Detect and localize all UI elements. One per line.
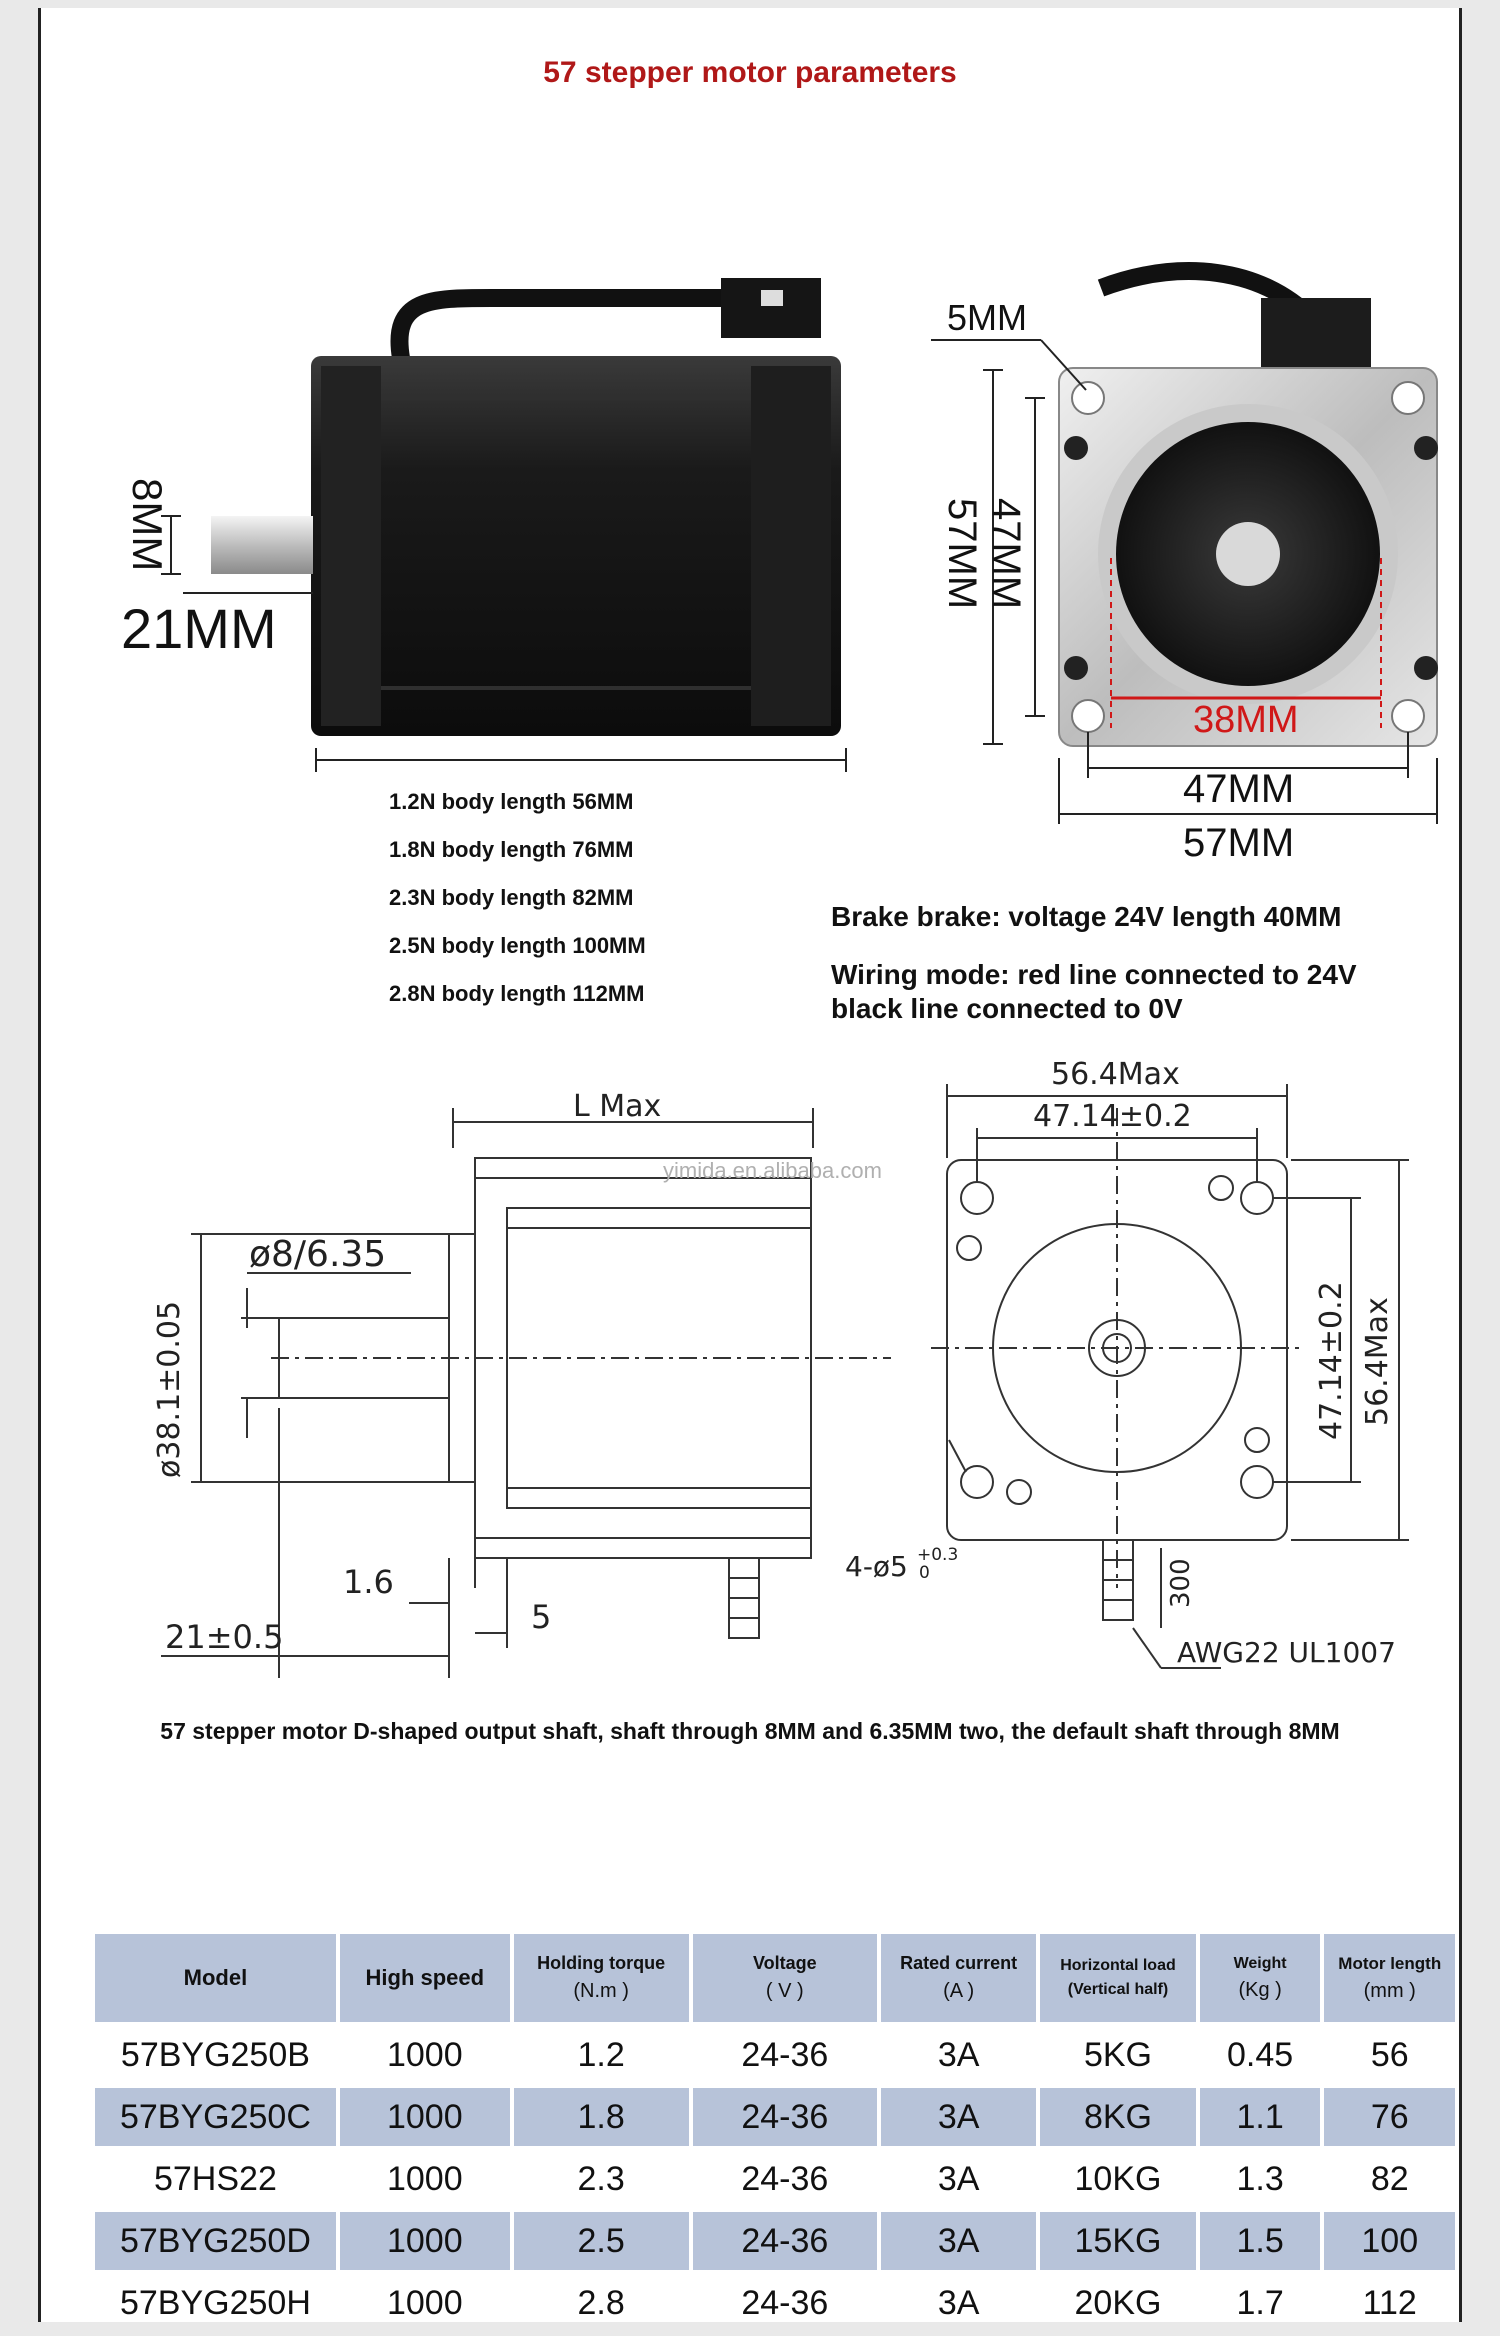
col-rated-current: Rated current (A ): [881, 1934, 1036, 2022]
front-shaft: [1216, 522, 1280, 586]
page-title: 57 stepper motor parameters: [543, 56, 957, 89]
cell-speed: 1000: [340, 2212, 510, 2270]
cell-voltage: 24-36: [741, 2035, 829, 2074]
shaft-diameter-label: 8MM: [124, 478, 171, 572]
cell-weight: 1.7: [1236, 2283, 1284, 2322]
col-horizontal-load: Horizontal load (Vertical half): [1040, 1934, 1196, 2022]
front-technical-drawing: [663, 1048, 1461, 1688]
lead-length-label: 300: [1166, 1558, 1196, 1608]
cell-torque: 2.5: [514, 2212, 689, 2270]
motor-rear-cap: [751, 366, 831, 726]
outer-height-label: 57MM: [940, 498, 984, 610]
motor-shaft: [211, 516, 313, 574]
shoulder-label: 5: [531, 1598, 552, 1636]
table-header-row: [95, 1934, 1455, 2022]
wiring-note-2: black line connected to 0V: [831, 993, 1183, 1024]
cell-model: 57HS22: [153, 2159, 277, 2198]
hole-spacing-label: 47.14±0.2: [1033, 1099, 1192, 1134]
boss-callout-label: ø38.1±0.05: [152, 1300, 187, 1478]
wire-spec-label: AWG22 UL1007: [1177, 1636, 1396, 1669]
shaft-length-label: 21MM: [121, 597, 277, 660]
body-length-item: 1.2N body length 56MM: [389, 789, 634, 814]
cell-length: 76: [1324, 2088, 1455, 2146]
col-holding-torque: Holding torque (N.m ): [514, 1934, 689, 2022]
col-weight: Weight (Kg ): [1200, 1934, 1321, 2022]
body-length-list: [389, 778, 646, 1018]
spec-table: [91, 1930, 1459, 2336]
col-motor-length: Motor length (mm ): [1324, 1934, 1455, 2022]
hole-tol-plus: +0.3: [917, 1545, 959, 1565]
product-detail-page: [38, 8, 1462, 2322]
inner-height-label: 47MM: [984, 498, 1028, 610]
shaft-caption: 57 stepper motor D-shaped output shaft, shaft through 8MM and 6.35MM two, the default shaft through 8MM: [160, 1718, 1340, 1744]
watermark: yimida.en.alibaba.com: [663, 1158, 882, 1183]
cell-load: 15KG: [1040, 2212, 1196, 2270]
cell-speed: 1000: [386, 2283, 463, 2322]
body-length-item: 1.8N body length 76MM: [389, 837, 634, 862]
cell-weight: 1.1: [1200, 2088, 1321, 2146]
body-length-item: 2.3N body length 82MM: [389, 885, 634, 910]
cell-load: 5KG: [1083, 2035, 1152, 2074]
connector-block: [721, 278, 821, 338]
motor-side-photo: [61, 248, 881, 788]
motor-cable: [399, 298, 741, 358]
cell-torque: 2.3: [577, 2159, 625, 2198]
table-row: [95, 2150, 1455, 2208]
col-high-speed: High speed: [340, 1934, 510, 2022]
motor-front-cap: [321, 366, 381, 726]
front-connector: [1261, 298, 1371, 368]
cell-speed: 1000: [386, 2035, 463, 2074]
body-length-item: 2.5N body length 100MM: [389, 933, 646, 958]
body-length-item: 2.8N body length 112MM: [389, 981, 645, 1006]
length-max-label: L Max: [573, 1089, 662, 1124]
cell-length: 100: [1324, 2212, 1455, 2270]
cell-length: 112: [1362, 2283, 1417, 2322]
cell-load: 10KG: [1074, 2159, 1162, 2198]
cell-current: 3A: [881, 2212, 1036, 2270]
cell-model: 57BYG250B: [120, 2035, 310, 2074]
cell-load: 20KG: [1074, 2283, 1162, 2322]
cell-current: 3A: [937, 2035, 980, 2074]
table-row: [95, 2026, 1455, 2084]
brake-note: Brake brake: voltage 24V length 40MM: [831, 901, 1342, 932]
flange-thickness-label: 1.6: [343, 1563, 394, 1601]
cell-speed: 1000: [386, 2159, 463, 2198]
cell-weight: 1.5: [1200, 2212, 1321, 2270]
cell-load: 8KG: [1040, 2088, 1196, 2146]
cell-voltage: 24-36: [693, 2212, 878, 2270]
connector-label: [761, 290, 783, 306]
motor-front-photo: [881, 258, 1461, 878]
hole-spacing-vertical-label: 47.14±0.2: [1314, 1281, 1349, 1440]
cell-torque: 2.8: [577, 2283, 625, 2322]
cell-current: 3A: [937, 2283, 980, 2322]
inner-width-label: 47MM: [1183, 767, 1295, 811]
cell-weight: 0.45: [1227, 2035, 1294, 2074]
cell-current: 3A: [937, 2159, 980, 2198]
cell-model: 57BYG250C: [95, 2088, 336, 2146]
cell-voltage: 24-36: [741, 2283, 829, 2322]
cell-current: 3A: [881, 2088, 1036, 2146]
boss-diameter-label: 38MM: [1193, 699, 1299, 741]
cell-speed: 1000: [340, 2088, 510, 2146]
cell-model: 57BYG250D: [95, 2212, 336, 2270]
hole-tol-minus: 0: [919, 1563, 930, 1583]
table-row: [95, 2088, 1455, 2146]
side-technical-drawing: [111, 1048, 871, 1688]
cell-torque: 1.2: [577, 2035, 625, 2074]
hole-size-label: 5MM: [947, 297, 1027, 338]
mount-holes-label: 4-ø5: [845, 1550, 908, 1583]
table-row: [95, 2212, 1455, 2270]
width-max-label: 56.4Max: [1051, 1057, 1180, 1092]
cell-torque: 1.8: [514, 2088, 689, 2146]
col-voltage: Voltage ( V ): [693, 1934, 878, 2022]
outer-width-label: 57MM: [1183, 821, 1295, 865]
shaft-length-callout: 21±0.5: [165, 1618, 284, 1656]
col-model: Model: [95, 1934, 336, 2022]
height-max-label: 56.4Max: [1360, 1297, 1395, 1426]
wiring-note-1: Wiring mode: red line connected to 24V: [831, 959, 1357, 990]
cell-voltage: 24-36: [741, 2159, 829, 2198]
shaft-callout-label: ø8/6.35: [249, 1234, 387, 1275]
cell-weight: 1.3: [1236, 2159, 1284, 2198]
cell-model: 57BYG250H: [119, 2283, 311, 2322]
cell-length: 56: [1370, 2035, 1409, 2074]
table-row: [95, 2274, 1455, 2332]
cell-voltage: 24-36: [693, 2088, 878, 2146]
cell-length: 82: [1370, 2159, 1409, 2198]
